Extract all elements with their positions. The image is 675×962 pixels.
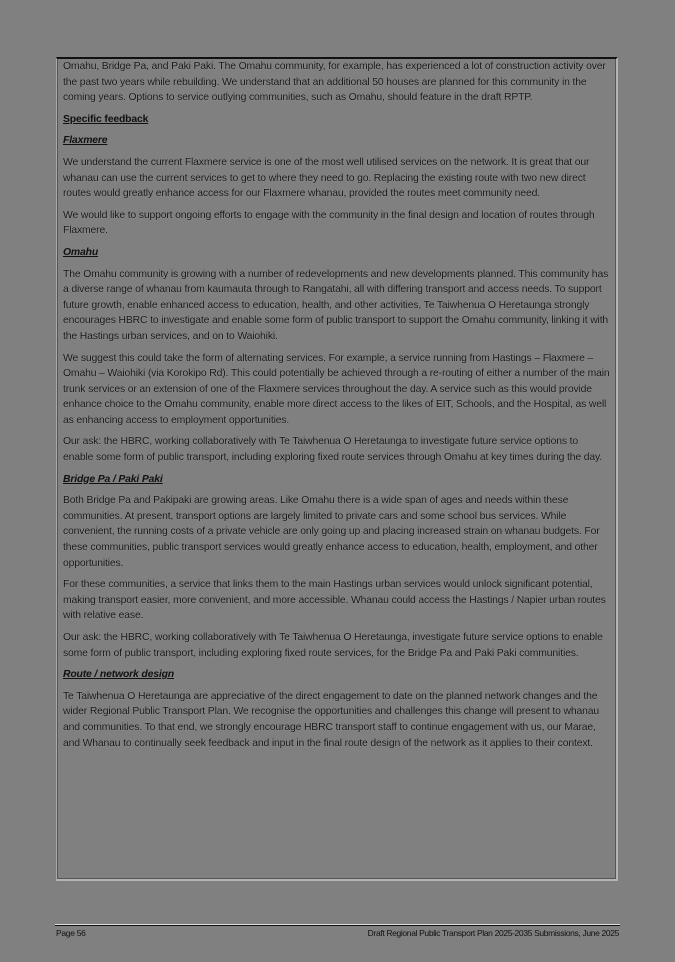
paragraph-bridge-pa-service: For these communities, a service that links them to the main Hastings urban services would unlock significant potential, making transport easier, more convenient, and more accessible. Whanau could access the Hastings / Napier urban routes with relative ease. — [63, 579, 606, 622]
paragraph-bridge-pa-growth: Both Bridge Pa and Pakipaki are growing areas. Like Omahu there is a wide span of ages and needs within these communities. At present, transport options are largely limited to private cars and some school bus services. While convenient, the running costs of a private vehicle are only going up and placing increased strain on whanau budgets. For these communities, public transport services would greatly enhance access to education, health, employment, and other opportunities. — [63, 495, 600, 569]
paragraph-omahu-suggestion: We suggest this could take the form of alternating services. For example, a service running from Hastings – Flaxmere – Omahu – Waiohiki (via Korokipo Rd). This could potentially be achieved through a re-routing of either a number of the main trunk services or an extension of one of the Flaxmere services throughout the day. A service such as this would provide enhance choice to the Omahu community, enable more direct access to the likes of EIT, Schools, and the Hospital, as well as enhancing access to employment opportunities. — [63, 352, 610, 426]
paragraph-intro-communities: Omahu, Bridge Pa, and Paki Paki. The Omahu community, for example, has experienced a lot of construction activity over the past two years while rebuilding. We understand that an additional 50 houses are planned for this community in the coming years. Options to service outlying communities, such as Omahu, should feature in the draft RPTP. — [63, 61, 606, 104]
heading-route-network-design: Route / network design — [63, 669, 175, 681]
paragraph-route-design: Te Taiwhenua O Heretaunga are appreciative of the direct engagement to date on the planned network changes and the wider Regional Public Transport Plan. We recognise the opportunities and challenges this change will present to whanau and communities. To that end, we strongly encourage HBRC transport staff to continue engagement with us, our Marae, and Whanau to continually seek feedback and input in the final route design of the network as it applies to their context. — [63, 690, 600, 749]
footer-document-title: Draft Regional Public Transport Plan 2025-2035 Submissions, June 2025 — [367, 928, 619, 938]
paragraph-bridge-pa-ask: Our ask: the HBRC, working collaboratively with Te Taiwhenua O Heretaunga, investigate future service options to enable some form of public transport, including exploring fixed route services, for the Bridge Pa and Paki Paki communities. — [63, 632, 603, 659]
paragraph-omahu-ask: Our ask: the HBRC, working collaboratively with Te Taiwhenua O Heretaunga to investigate future service options to enable some form of public transport, including exploring fixed route services through Omahu at key times during the day. — [63, 436, 603, 464]
footer-divider — [55, 924, 620, 926]
paragraph-flaxmere-service: We understand the current Flaxmere service is one of the most well utilised services on the network. It is great that our whanau can use the current services to get to where they need to go. Replacing the existing route with two new direct routes would greatly enhance access for our Flaxmere whanau, provided the routes meet community need. — [63, 156, 590, 200]
heading-bridge-pa-paki-paki: Bridge Pa / Paki Paki — [63, 473, 163, 485]
page-number: Page 56 — [56, 928, 86, 938]
paragraph-omahu-growth: The Omahu community is growing with a number of redevelopments and new developments planned. This community has a diverse range of whanau from kaumauta through to Rangatahi, all with differing transport and access needs. To support future growth, enable enhanced access to education, health, and other activities, Te Taiwhenua O Heretaunga strongly encourages HBRC to investigate and enable some form of public transport to support the Omahu community, linking it with the Hastings urban services, and on to Waiohiki. — [63, 268, 609, 342]
heading-specific-feedback: Specific feedback — [63, 113, 149, 125]
paragraph-flaxmere-engagement: We would like to support ongoing efforts to engage with the community in the final design and location of routes through Flaxmere. — [63, 209, 595, 237]
heading-omahu: Omahu — [63, 246, 99, 258]
submission-text-box — [56, 57, 618, 881]
heading-flaxmere: Flaxmere — [63, 135, 108, 147]
